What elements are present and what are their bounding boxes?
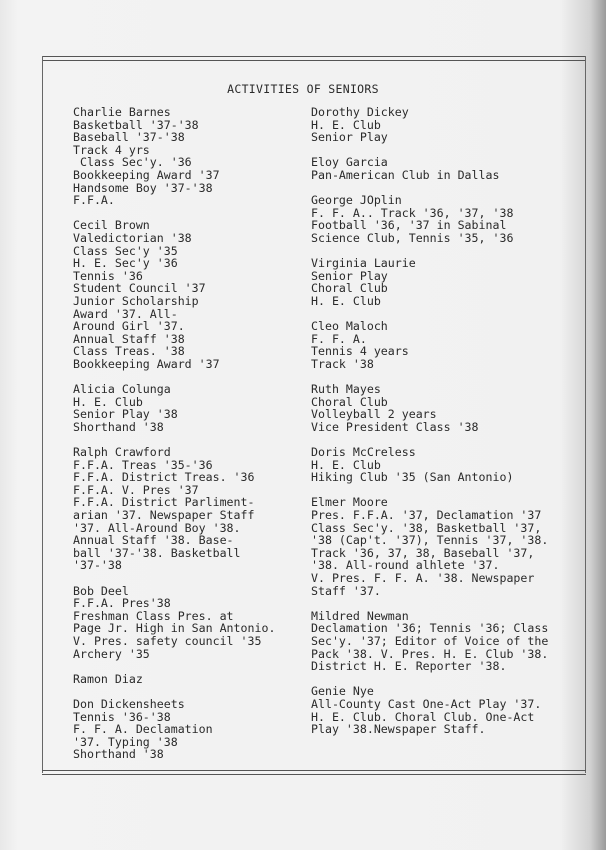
activity-line: District H. E. Reporter '38. — [311, 659, 507, 674]
activity-line: Tennis '36-'38 — [73, 709, 171, 724]
activity-line: Sec'y. '37; Editor of Voice of the — [311, 633, 549, 648]
activity-line: H. E. Club — [73, 394, 143, 409]
activity-line: Tennis 4 years — [311, 344, 409, 359]
activity-line: Staff '37. — [311, 583, 381, 598]
activity-line: H. E. Club. Choral Club. One-Act — [311, 709, 535, 724]
right-column — [311, 106, 581, 748]
senior-entry — [73, 106, 305, 207]
senior-entry — [73, 585, 305, 661]
frame-right-rule — [585, 56, 586, 773]
activity-line: F.F.A. Pres'38 — [73, 596, 171, 611]
activity-line: All-County Cast One-Act Play '37. — [311, 696, 542, 711]
senior-name: George JOplin — [311, 193, 402, 208]
senior-entry — [311, 610, 581, 673]
senior-entry — [73, 219, 305, 370]
activity-line: Choral Club — [311, 394, 388, 409]
activity-line: Archery '35 — [73, 646, 150, 661]
activity-line: Senior Play '38 — [73, 407, 178, 422]
senior-entry — [73, 446, 305, 572]
activity-line: Freshman Class Pres. at — [73, 608, 234, 623]
activity-line: Bookkeeping Award '37 — [73, 356, 220, 371]
activity-line: H. E. Club — [311, 293, 381, 308]
activity-line: Track '38 — [311, 356, 374, 371]
activity-line: Shorthand '38 — [73, 747, 164, 762]
senior-entry — [73, 673, 305, 686]
senior-name: Cecil Brown — [73, 218, 150, 233]
activity-line: H. E. Club — [311, 117, 381, 132]
senior-entry — [311, 320, 581, 370]
activity-line: Senior Play — [311, 268, 388, 283]
activity-line: F.F.A. District Parliment- — [73, 495, 255, 510]
senior-name: Alicia Colunga — [73, 382, 171, 397]
activity-line: F. F. A.. Track '36, '37, '38 — [311, 205, 514, 220]
activity-line: V. Pres. F. F. A. '38. Newspaper — [311, 570, 535, 585]
activity-line: Class Treas. '38 — [73, 344, 185, 359]
activity-line: Bookkeeping Award '37 — [73, 167, 220, 182]
activity-line: Annual Staff '38 — [73, 331, 185, 346]
senior-name: Ralph Crawford — [73, 445, 171, 460]
activity-line: Valedictorian '38 — [73, 230, 192, 245]
activity-line: Science Club, Tennis '35, '36 — [311, 230, 514, 245]
left-column — [73, 106, 305, 773]
activity-line: Pres. F.F.A. '37, Declamation '37 — [311, 508, 542, 522]
activity-line: Hiking Club '35 (San Antonio) — [311, 470, 514, 485]
senior-entry — [311, 685, 581, 735]
activity-line: Choral Club — [311, 281, 388, 296]
activity-line: Class Sec'y. '38, Basketball '37, — [311, 520, 542, 535]
activity-line: Shorthand '38 — [73, 419, 164, 434]
activity-line: Football '36, '37 in Sabinal — [311, 218, 507, 233]
activity-line: ball '37-'38. Basketball — [73, 545, 241, 560]
senior-name: Don Dickensheets — [73, 696, 185, 711]
senior-entry — [73, 383, 305, 433]
activity-line: Pan-American Club in Dallas — [311, 167, 500, 182]
activity-line: Track '36, 37, 38, Baseball '37, — [311, 545, 535, 560]
senior-name: Bob Deel — [73, 583, 129, 598]
senior-entry — [311, 156, 581, 181]
senior-entry — [311, 106, 581, 144]
activity-line: Volleyball 2 years — [311, 407, 437, 422]
senior-name: Ramon Diaz — [73, 671, 143, 686]
activity-line: Annual Staff '38. Base- — [73, 533, 234, 548]
senior-entry — [311, 496, 581, 597]
activity-line: '37. Typing '38 — [73, 734, 178, 749]
activity-line: '38 (Cap't. '37), Tennis '37, '38. — [311, 533, 549, 548]
activity-line: Class Sec'y. '36 — [73, 155, 192, 170]
activity-line: F.F.A. District Treas. '36 — [73, 470, 255, 485]
activity-line: F.F.A. Treas '35-'36 — [73, 457, 213, 472]
activity-line: Tennis '36 — [73, 268, 143, 283]
activity-line: Senior Play — [311, 130, 388, 145]
senior-name: Charlie Barnes — [73, 105, 171, 119]
activity-line: Vice President Class '38 — [311, 419, 479, 434]
activity-line: Play '38.Newspaper Staff. — [311, 722, 486, 737]
senior-name: Mildred Newman — [311, 608, 409, 623]
activity-line: Class Sec'y '35 — [73, 243, 178, 258]
activity-line: Junior Scholarship — [73, 293, 199, 308]
activity-line: Around Girl '37. — [73, 319, 185, 334]
frame-top-rule — [42, 56, 586, 61]
activity-line: Handsome Boy '37-'38 — [73, 180, 213, 195]
senior-name: Ruth Mayes — [311, 382, 381, 397]
senior-name: Dorothy Dickey — [311, 105, 409, 119]
activity-line: Page Jr. High in San Antonio. — [73, 621, 276, 636]
activity-line: Basketball '37-'38 — [73, 117, 199, 132]
activity-line: arian '37. Newspaper Staff — [73, 508, 255, 522]
senior-name: Doris McCreless — [311, 445, 416, 460]
activity-line: Student Council '37 — [73, 281, 206, 296]
activity-line: F. F. A. Declamation — [73, 722, 213, 737]
activity-line: Baseball '37-'38 — [73, 130, 185, 145]
page-title: ACTIVITIES OF SENIORS — [227, 82, 379, 96]
senior-entry — [311, 194, 581, 244]
senior-entry — [73, 698, 305, 761]
senior-name: Cleo Maloch — [311, 319, 388, 334]
activity-line: '37. All-Around Boy '38. — [73, 520, 241, 535]
activity-line: Track 4 yrs — [73, 142, 150, 157]
activity-line: Award '37. All- — [73, 306, 178, 321]
activity-line: H. E. Club — [311, 457, 381, 472]
senior-entry — [311, 383, 581, 433]
senior-name: Genie Nye — [311, 684, 374, 699]
activity-line: F.F.A. — [73, 193, 115, 208]
activity-line: F. F. A. — [311, 331, 367, 346]
activity-line: F.F.A. V. Pres '37 — [73, 482, 199, 497]
senior-name: Elmer Moore — [311, 495, 388, 510]
activity-line: Pack '38. V. Pres. H. E. Club '38. — [311, 646, 549, 661]
senior-name: Virginia Laurie — [311, 256, 416, 271]
senior-name: Eloy Garcia — [311, 155, 388, 170]
activity-line: H. E. Sec'y '36 — [73, 256, 178, 271]
frame-left-rule — [42, 56, 43, 773]
senior-entry — [311, 446, 581, 484]
activity-line: '37-'38 — [73, 558, 122, 573]
activity-line: Declamation '36; Tennis '36; Class — [311, 621, 549, 636]
activity-line: '38. All-round alhlete '37. — [311, 558, 500, 573]
senior-entry — [311, 257, 581, 307]
activity-line: V. Pres. safety council '35 — [73, 633, 262, 648]
